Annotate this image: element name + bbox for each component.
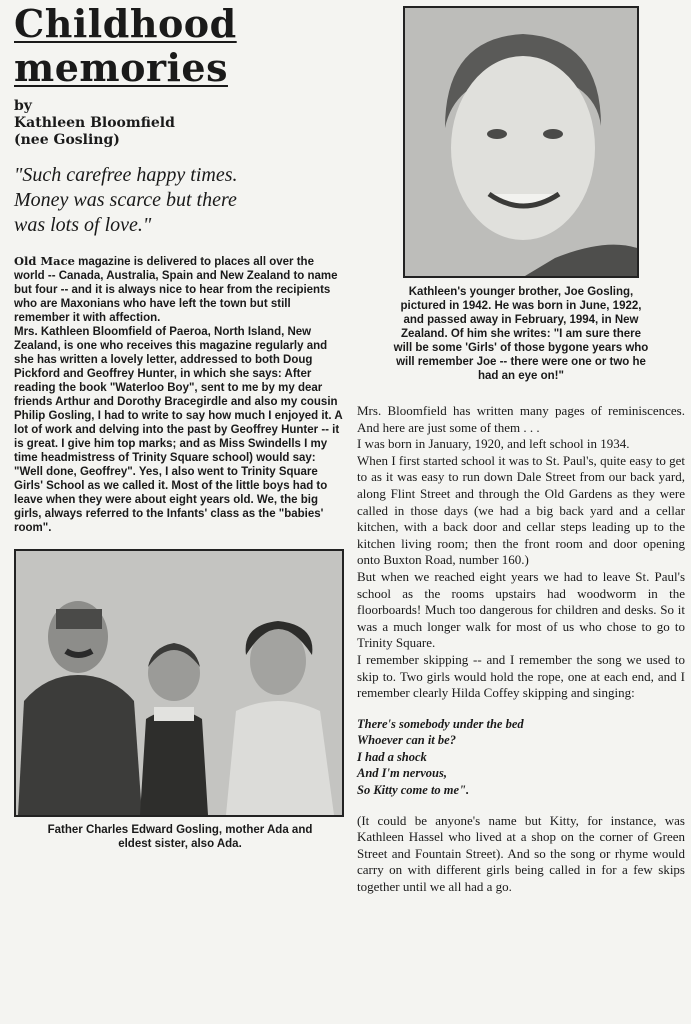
intro-paragraph-2: Mrs. Kathleen Bloomfield of Paeroa, North Island, New Zealand, is one who receives this magazine regularly and she has written a lovely letter, addressed to both Doug Pickford and Geoffrey Hunter, in which she says: After reading the book "Waterloo Boy", sent to me by my dear friends Arthur and Dorothy Bracegirdle and also my cousin Philip Gosling, I had to write to say how much I enjoyed it. A lot of work and delving into the past by Geoffrey Hunter -- it is great. I give him top marks; and as Miss Swindells I my time headmistress of Trinity Square school) would say: "Well done, Geoffrey". Yes, I also went to Trinity Square Girls' School as we called it. Most of the little boys had to leave when they were about eight years old. We, the big girls, always referred to the Infants' class as the "babies' room". [14,326,343,534]
song-line: So Kitty come to me". [357,783,470,798]
intro-paragraph-1-text: magazine is delivered to places all over the world -- Canada, Australia, Spain and New Zealand to name but four -- and it is always nice to hear from the recipients who are Maxonians who have left the town but still remember it with affection. [14,256,338,324]
portrait-photo [403,6,639,278]
caption-line: Zealand. Of him she writes: "I am sure there [401,328,641,340]
caption-line: pictured in 1942. He was born in June, 1922, [400,300,642,312]
byline-by: by [14,98,32,114]
skipping-song [357,716,685,799]
portrait-photo-image [405,8,637,276]
song-line: Whoever can it be? [357,733,456,748]
pull-quote-line: "Such carefree happy times. [14,164,238,186]
song-line: I had a shock [357,749,427,764]
caption-line: will remember Joe -- there were one or two he [396,356,646,368]
caption-line: Kathleen's younger brother, Joe Gosling, [408,286,634,298]
pull-quote [14,163,346,238]
song-line: And I'm nervous, [357,766,447,781]
reminiscence-paragraph: When I first started school it was to St. Paul's, quite easy to get to as it was easy to run down Dale Street from our back yard, along Flint Street and through the Old Gardens as they were called in those days (we had a big back yard and a cellar kitchen, with a back door and cellar steps leading up to the kitchen living room; then the front room and door opening onto Buxton Road, number 160.) [357,452,685,568]
byline-author: Kathleen Bloomfield [14,115,175,131]
reminiscence-paragraph: (It could be anyone's name but Kitty, for instance, was Kathleen Hassel who lived at a shop on the corner of Green Street and Fountain Street). And so the song or rhyme would carry on with different girls being called in for a few skips together until we all had a go. [357,812,685,895]
caption-line: eldest sister, also Ada. [118,838,242,850]
pull-quote-line: was lots of love." [14,214,152,236]
reminiscence-paragraph: But when we reached eight years we had to leave St. Paul's school as the rooms upstairs had woodworm in the floorboards! Much too dangerous for children and desks. So it was a much longer walk for most of us who chose to go to Trinity Square. [357,568,685,651]
left-column [14,0,346,851]
intro-text [14,254,346,535]
song-line: There's somebody under the bed [357,716,524,731]
caption-line: had an eye on!" [478,370,564,382]
family-photo-image [16,551,342,815]
reminiscence-paragraph: I was born in January, 1920, and left school in 1934. [357,436,630,452]
reminiscence-paragraph: I remember skipping -- and I remember the song we used to skip to. Two girls would hold the rope, one at each end, and I remember clearly Hilda Coffey skipping and singing: [357,651,685,701]
right-column [357,0,685,896]
caption-line: Father Charles Edward Gosling, mother Ada and [47,824,313,836]
caption-line: will be some 'Girls' of those bygone years who [393,342,649,354]
title-line: memories [14,45,228,90]
reminiscence-paragraph: Mrs. Bloomfield has written many pages of reminiscences. And here are just some of them . . . [357,403,685,435]
byline-nee: (nee Gosling) [14,132,120,148]
byline [14,98,346,149]
magazine-name: Old Mace [14,254,75,268]
portrait-caption [357,285,685,383]
reminiscences-text [357,403,685,896]
caption-line: and passed away in February, 1994, in New [403,314,639,326]
pull-quote-line: Money was scarce but there [14,189,237,211]
article-title [14,2,346,90]
family-photo [14,549,344,817]
family-photo-caption [14,823,346,851]
title-line: Childhood [14,1,237,46]
intro-paragraph-1 [14,254,346,325]
